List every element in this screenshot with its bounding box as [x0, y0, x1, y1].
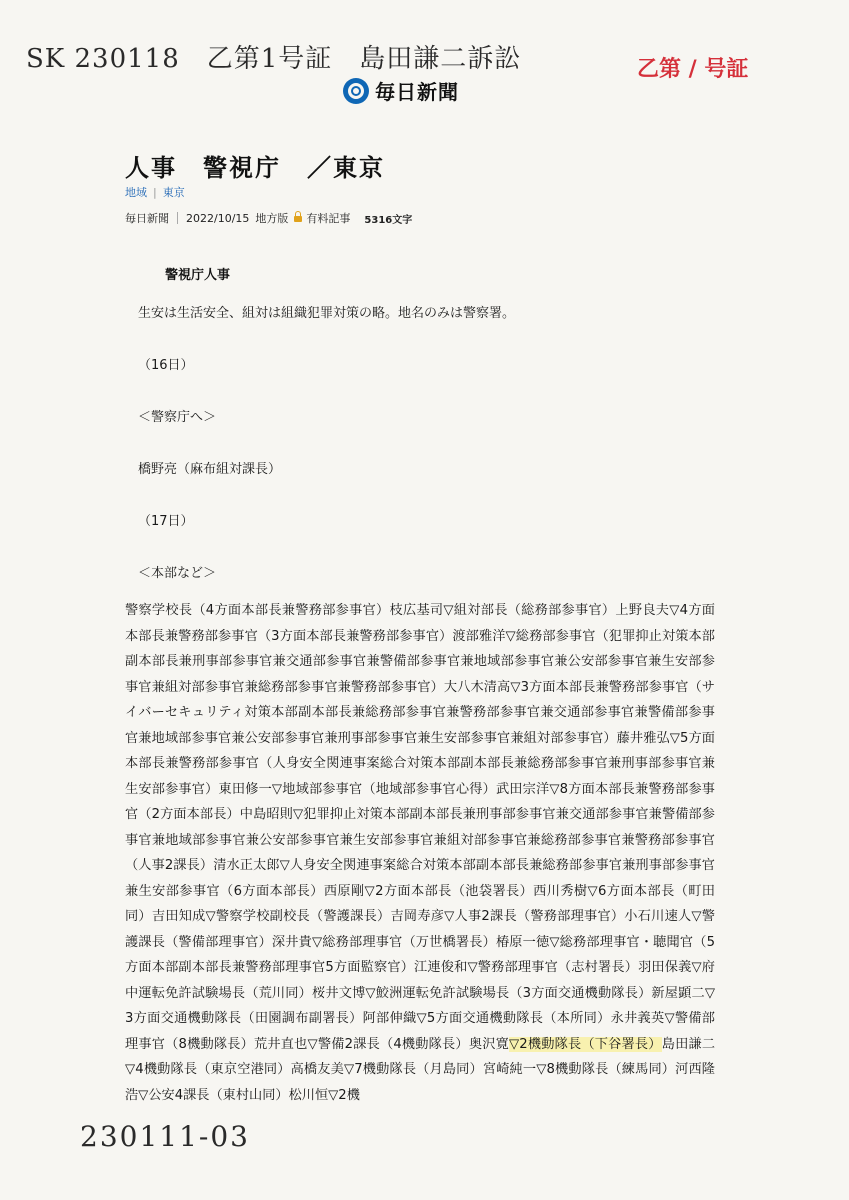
dept-police-agency: ＜警察庁へ＞	[138, 410, 217, 425]
handwritten-footer-note: 230111-03	[80, 1120, 250, 1153]
tag-region[interactable]: 地域	[125, 186, 147, 199]
meta-char-count: 5316文字	[364, 214, 413, 226]
mainichi-logo	[343, 76, 459, 105]
article-meta	[125, 210, 412, 226]
tag-separator: |	[153, 186, 157, 199]
dept-hq: ＜本部など＞	[138, 566, 217, 581]
personnel-list-part-1: 警察学校長（4方面本部長兼警務部参事官）枝広基司▽組対部長（総務部参事官）上野良夫▽4方面本部長兼警務部参事官（3方面本部長兼警務部参事官）渡部雅洋▽総務部参事官（犯罪抑止対策本部副本部長兼刑事部参事官兼交通部参事官兼警備部参事官兼地域部参事官兼公安部参事官兼生安部参事官兼組対部参事官兼総務部参事官兼警務部参事官）大八木清高▽3方面本部長兼警務部参事官（サイバーセキュリティ対策本部副本部長兼総務部参事官兼警務部参事官兼交通部参事官兼警備部参事官兼地域部参事官兼公安部参事官兼刑事部参事官兼生安部参事官兼組対部参事官）藤井雅弘▽5方面本部長兼警務部参事官（人身安全関連事案総合対策本部副本部長兼総務部参事官兼刑事部参事官兼生安部参事官）東田修一▽地域部参事官（地域部参事官心得）武田宗洋▽8方面本部長兼警務部参事官（2方面本部長）中島昭則▽犯罪抑止対策本部副本部長兼刑事部参事官兼交通部参事官兼警備部参事官兼地域部参事官兼公安部参事官兼生安部参事官兼組対部参事官兼総務部参事官兼警務部参事官（人事2課長）清水正太郎▽人身安全関連事案総合対策本部副本部長兼総務部参事官兼刑事部参事官兼生安部参事官（6方面本部長）西原剛▽2方面本部長（池袋署長）西川秀樹▽6方面本部長（町田同）吉田知成▽警察学校副校長（警護課長）吉岡寿彦▽人事2課長（警務部理事官）小石川速人▽警護課長（警備部理事官）深井貴▽総務部理事官（万世橋署長）椿原一徳▽総務部理事官・聴聞官（5方面本部副本部長兼警務部理事官5方面監察官）江連俊和▽警務部理事官（志村署長）羽田保義▽府中運転免許試験場長（荒川同）桜井文博▽鮫洲運転免許試験場長（3方面交通機動隊長）新屋顕二▽3方面交通機動隊長（田園調布副署長）阿部伸織▽5方面交通機動隊長（本所同）永井義英▽警備部理事官（8機動隊長）荒井直也▽警備2課長（4機動隊長）奥沢寛	[125, 603, 715, 1052]
meta-paid-label: 有料記事	[306, 212, 351, 225]
article-tags	[125, 184, 185, 200]
highlighted-text: ▽2機動隊長（下谷署長）	[508, 1036, 662, 1052]
logo-text: 毎日新聞	[375, 80, 459, 104]
meta-divider	[177, 212, 178, 224]
date-17: （17日）	[138, 514, 194, 529]
article-title: 人事 警視庁 ／東京	[125, 154, 385, 182]
mainichi-logo-icon	[343, 78, 369, 104]
meta-date: 2022/10/15	[186, 211, 250, 225]
lock-icon	[294, 216, 302, 222]
personnel-list-part-2: 島田謙二▽4機動隊長（東京空港同）高橋友美▽7機動隊長（月島同）宮崎純一▽8機動隊長（練馬同）河西隆浩▽公安4課長（東村山同）松川恒▽2機	[125, 1036, 716, 1103]
meta-edition: 地方版	[255, 212, 289, 225]
personnel-list	[125, 598, 715, 1108]
person-hashino: 橋野亮（麻布組対課長）	[138, 462, 282, 477]
handwritten-header-note: SK 230118 乙第1号証 島田謙二訴訟	[26, 44, 522, 74]
meta-source: 毎日新聞	[125, 212, 169, 225]
exhibit-stamp: 乙第 / 号証	[637, 57, 749, 82]
intro-paragraph: 生安は生活安全、組対は組織犯罪対策の略。地名のみは警察署。	[138, 306, 516, 321]
date-16: （16日）	[138, 358, 194, 373]
section-heading: 警視庁人事	[165, 268, 231, 283]
tag-tokyo[interactable]: 東京	[162, 186, 185, 199]
